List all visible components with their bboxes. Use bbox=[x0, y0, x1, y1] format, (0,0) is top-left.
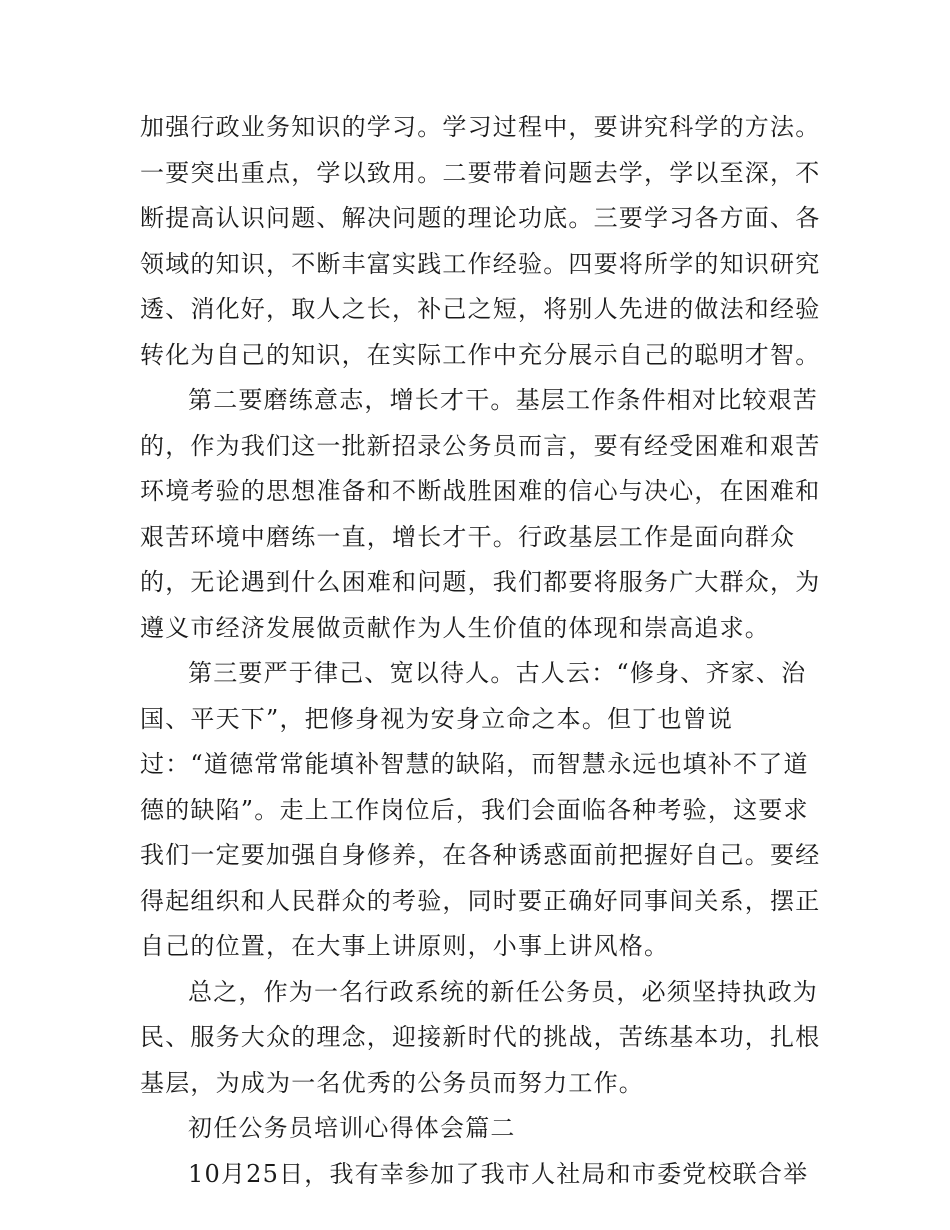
paragraph-start-line: 第三要严于律己、宽以待人。古人云：“修身、齐家、治 bbox=[188, 659, 807, 687]
text-line: 自己的位置，在大事上讲原则，小事上讲风格。 bbox=[140, 932, 670, 960]
text-line: 我们一定要加强自身修养，在各种诱惑面前把握好自己。要经 bbox=[140, 841, 821, 869]
paragraph-start-line: 第二要磨练意志，增长才干。基层工作条件相对比较艰苦 bbox=[188, 386, 818, 414]
text-line: 艰苦环境中磨练一直，增长才干。行政基层工作是面向群众 bbox=[140, 522, 796, 551]
text-line: 遵义市经济发展做贡献作为人生价值的体现和崇高追求。 bbox=[140, 613, 770, 642]
text-line: 德的缺陷”。走上工作岗位后，我们会面临各种考验，这要求 bbox=[140, 795, 809, 824]
text-line: 基层，为成为一名优秀的公务员而努力工作。 bbox=[140, 1068, 644, 1097]
text-line: 国、平天下”，把修身视为安身立命之本。但丁也曾说 bbox=[140, 704, 734, 733]
document-body bbox=[140, 105, 820, 1197]
text-line: 加强行政业务知识的学习。学习过程中，要讲究科学的方法。 bbox=[140, 113, 821, 141]
text-line: 转化为自己的知识，在实际工作中充分展示自己的聪明才智。 bbox=[140, 340, 821, 369]
text-line: 过：“道德常常能填补智慧的缺陷，而智慧永远也填补不了道 bbox=[140, 750, 809, 778]
text-line: 环境考验的思想准备和不断战胜困难的信心与决心，在困难和 bbox=[140, 477, 821, 505]
text-line: 领域的知识，不断丰富实践工作经验。四要将所学的知识研究 bbox=[140, 249, 821, 278]
text-line: 一要突出重点，学以致用。二要带着问题去学，学以至深，不 bbox=[140, 158, 821, 187]
paragraph-start-line: 10月25日，我有幸参加了我市人社局和市委党校联合举 bbox=[188, 1159, 809, 1188]
text-line: 的，无论遇到什么困难和问题，我们都要将服务广大群众，为 bbox=[140, 568, 821, 596]
text-line: 民、服务大众的理念，迎接新时代的挑战，苦练基本功，扎根 bbox=[140, 1023, 821, 1051]
text-line: 得起组织和人民群众的考验，同时要正确好同事间关系，摆正 bbox=[140, 886, 821, 915]
text-line: 断提高认识问题、解决问题的理论功底。三要学习各方面、各 bbox=[140, 204, 821, 232]
text-line: 透、消化好，取人之长，补己之短，将别人先进的做法和经验 bbox=[140, 295, 821, 323]
section-heading: 初任公务员培训心得体会篇二 bbox=[188, 1114, 516, 1142]
text-line: 的，作为我们这一批新招录公务员而言，要有经受困难和艰苦 bbox=[140, 431, 821, 460]
paragraph-start-line: 总之，作为一名行政系统的新任公务员，必须坚持执政为 bbox=[188, 977, 818, 1006]
